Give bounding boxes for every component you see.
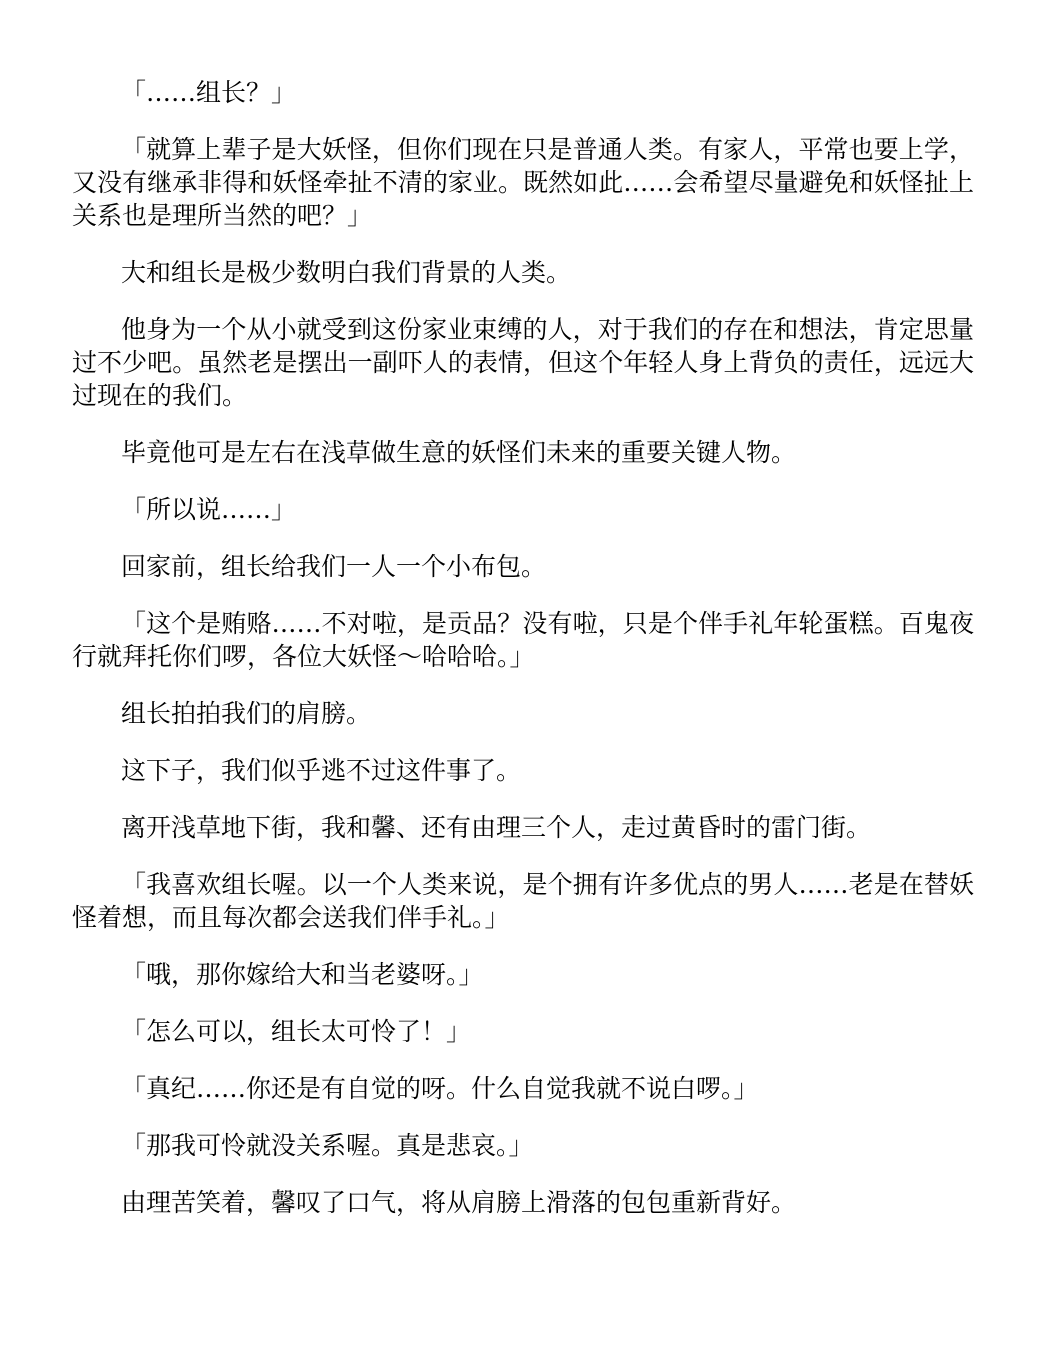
paragraph-4: 他身为一个从小就受到这份家业束缚的人，对于我们的存在和想法，肯定思量过不少吧。虽然老是摆出一副吓人的表情，但这个年轻人身上背负的责任，远远大过现在的我们。: [72, 315, 974, 410]
paragraph-2: 「就算上辈子是大妖怪，但你们现在只是普通人类。有家人，平常也要上学，又没有继承非得和妖怪牵扯不清的家业。既然如此……会希望尽量避免和妖怪扯上关系也是理所当然的吧？」: [72, 135, 974, 230]
paragraph-12: 「我喜欢组长喔。以一个人类来说，是个拥有许多优点的男人……老是在替妖怪着想，而且每次都会送我们伴手礼。」: [72, 870, 974, 932]
paragraph-9: 组长拍拍我们的肩膀。: [121, 699, 372, 728]
paragraph-16: 「那我可怜就没关系喔。真是悲哀。」: [121, 1131, 534, 1160]
paragraph-10: 这下子，我们似乎逃不过这件事了。: [121, 756, 522, 785]
paragraph-14: 「怎么可以，组长太可怜了！」: [121, 1017, 472, 1046]
paragraph-17: 由理苦笑着，馨叹了口气，将从肩膀上滑落的包包重新背好。: [121, 1188, 797, 1217]
paragraph-8: 「这个是贿赂……不对啦，是贡品？没有啦，只是个伴手礼年轮蛋糕。百鬼夜行就拜托你们啰，各位大妖怪～哈哈哈。」: [72, 609, 974, 671]
paragraph-13: 「哦，那你嫁给大和当老婆呀。」: [121, 960, 484, 989]
paragraph-6: 「所以说……」: [121, 495, 297, 524]
paragraph-1: 「……组长？」: [121, 78, 297, 107]
paragraph-11: 离开浅草地下街，我和馨、还有由理三个人，走过黄昏时的雷门街。: [121, 813, 872, 842]
paragraph-5: 毕竟他可是左右在浅草做生意的妖怪们未来的重要关键人物。: [121, 438, 797, 467]
paragraph-15: 「真纪……你还是有自觉的呀。什么自觉我就不说白啰。」: [121, 1074, 759, 1103]
paragraph-7: 回家前，组长给我们一人一个小布包。: [121, 552, 547, 581]
paragraph-3: 大和组长是极少数明白我们背景的人类。: [121, 258, 572, 287]
